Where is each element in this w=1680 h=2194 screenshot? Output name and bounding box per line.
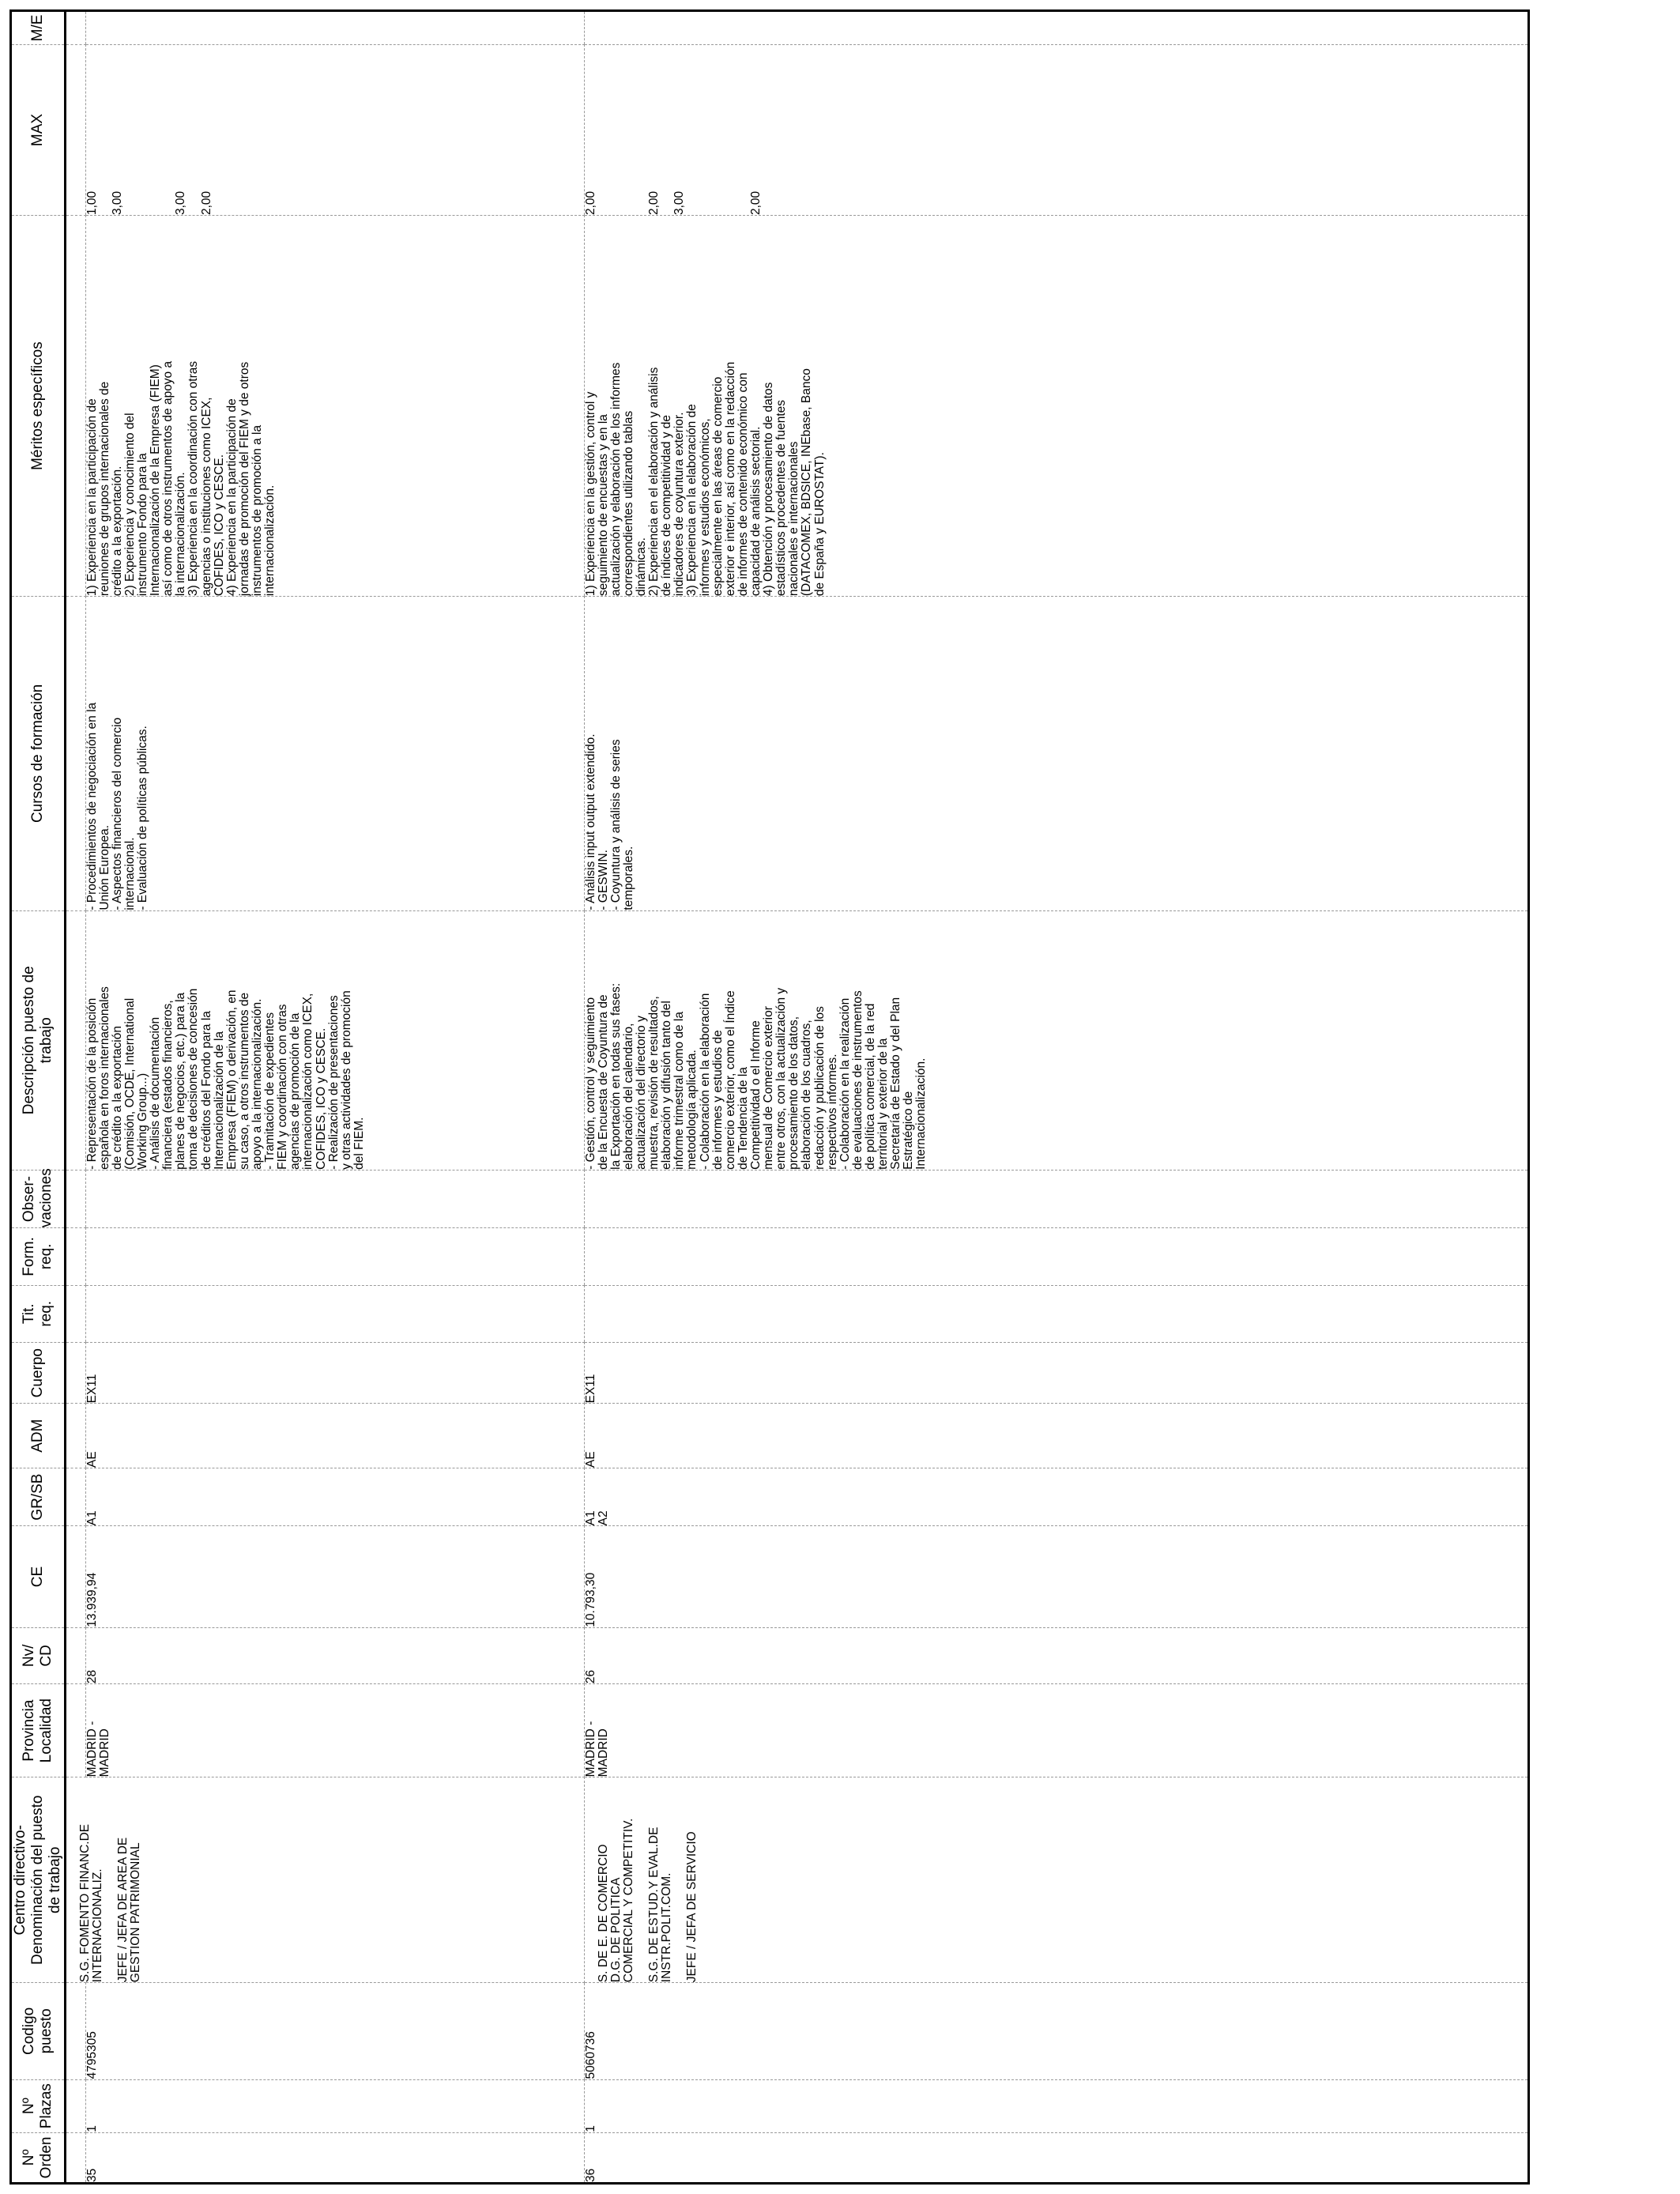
meritos-cell: 1) Experiencia en la gestión, control y seguimiento de encuestas y en la actualización y elaboración de los informes correspondientes utilizando tablas dinámicas. 2) Experiencia en el elaboración y análisis de índices de competitividad y de indicadores de coyuntura exterior. 3) Experiencia en la elaboración de informes y estudios económicos, especialmente en las áreas de comercio exterior e interior, así como en la redacción de informes de contenido económico con capacidad de análisis sectorial. 4) Obtención y procesamiento de datos estadísticos procedentes de fuentes nacionales e internacionales (DATACOMEX, BDSICE, INEbase, Banco de España y EUROSTAT).	[584, 216, 1528, 597]
header-grupo: GR/SB	[11, 1468, 66, 1525]
table-row	[584, 11, 1528, 2184]
header-cuerpo: Cuerpo	[11, 1342, 66, 1403]
ce-cell: 10.793,30	[584, 1526, 1528, 1627]
grupo-cell: A1 A2	[584, 1468, 1528, 1525]
formacion-cell	[584, 1228, 1528, 1285]
plazas-table	[9, 9, 1530, 2185]
orden-cell: 35	[85, 2132, 584, 2183]
header-meritos: Méritos específicos	[11, 216, 66, 597]
centro-cell-36	[584, 1777, 1528, 1983]
cuerpo-cell: EX11	[85, 1342, 584, 1403]
centro-puesto: JEFE / JEFA DE SERVICIO	[685, 1831, 699, 1983]
me-cell	[584, 11, 1528, 45]
header-codigo: Codigo puesto	[11, 1983, 66, 2079]
centro-puesto: JEFE / JEFA DE AREA DE GESTION PATRIMONIAL	[115, 1837, 143, 1983]
plazas-cell: 1	[584, 2079, 1528, 2132]
titulacion-cell	[584, 1285, 1528, 1342]
centro-header: S. DE E. DE COMERCIO D.G. DE POLITICA COMERCIAL Y COMPETITIV.	[596, 1818, 635, 1983]
meritos-cell: 1) Experiencia en la participación de reuniones de grupos internacionales de crédito a la exportación. 2) Experiencia y conocimiento del instrumento Fondo para la Internacionalización de la Empresa (FIEM) así como de otros instrumentos de apoyo a la internacionalización. 3) Experiencia en la coordinación con otras agencias o instituciones como ICEX, COFIDES, ICO y CESCE. 4) Experiencia en la participación de jornadas de promoción del FIEM y de otros instrumentos de promoción a la internacionalización.	[85, 216, 584, 597]
observaciones-cell	[584, 1170, 1528, 1227]
nivel-cell: 28	[85, 1627, 584, 1683]
codigo-cell: 5060736	[584, 1983, 1528, 2079]
spacer-row	[65, 11, 85, 2184]
header-nivel: Nv/ CD	[11, 1627, 66, 1683]
header-centro: Centro directivo- Denominación del puesto de trabajo	[11, 1777, 66, 1983]
cursos-cell: - Análisis input output extendido. - GESWIN. - Coyuntura y análisis de series temporales.	[584, 597, 1528, 911]
adm-cell: AE	[584, 1404, 1528, 1468]
codigo-cell: 4795305	[85, 1983, 584, 2079]
header-me: M/E	[11, 11, 66, 45]
orden-cell: 36	[584, 2132, 1528, 2183]
grupo-cell: A1	[85, 1468, 584, 1525]
max-cell: 2,00 2,00 3,00 2,00	[584, 44, 1528, 215]
provincia-cell: MADRID - MADRID	[584, 1684, 1528, 1777]
ce-cell: 13.939,94	[85, 1526, 584, 1627]
me-cell	[85, 11, 584, 45]
header-titulacion: Tit. req.	[11, 1285, 66, 1342]
plazas-cell: 1	[85, 2079, 584, 2132]
header-ce: CE	[11, 1526, 66, 1627]
header-observaciones: Obser- vaciones	[11, 1170, 66, 1227]
header-descripcion: Descripción puesto de trabajo	[11, 910, 66, 1170]
descripcion-cell: - Representación de la posición española en foros internacionales de crédito a la exportación (Comisión, OCDE, International Working Group...) - Análisis de documentación financiera (estados financieros, planes de negocios, etc.) para la toma de decisiones de concesión de créditos del Fondo para la Internacionalización de la Empresa (FIEM) o derivación, en su caso, a otros instrumentos de apoyo a la internacionalización. - Tramitación de expedientes FIEM y coordinación con otras agencias de promoción de la internacionalización como ICEX, COFIDES, ICO y CESCE. - Realización de presentaciones y otras actividades de promoción del FIEM.	[85, 910, 584, 1170]
header-adm: ADM	[11, 1404, 66, 1468]
centro-unit: S.G. FOMENTO FINANC.DE INTERNACIONALIZ.	[77, 1823, 104, 1983]
cursos-cell: - Procedimientos de negociación en la Unión Europea. - Aspectos financieros del comercio internacional. - Evaluación de políticas públicas.	[85, 597, 584, 911]
observaciones-cell	[85, 1170, 584, 1227]
header-cursos: Cursos de formación	[11, 597, 66, 911]
header-plazas: Nº Plazas	[11, 2079, 66, 2132]
header-formacion: Form. req.	[11, 1228, 66, 1285]
centro-unit: S.G. DE ESTUD.Y EVAL.DE INSTR.POLIT.COM.	[647, 1826, 674, 1983]
provincia-cell: MADRID - MADRID	[85, 1684, 584, 1777]
formacion-cell	[85, 1228, 584, 1285]
max-cell: 1,00 3,00 3,00 2,00	[85, 44, 584, 215]
nivel-cell: 26	[584, 1627, 1528, 1683]
cuerpo-cell: EX11	[584, 1342, 1528, 1403]
header-orden: Nº Orden	[11, 2132, 66, 2183]
header-provincia: Provincia Localidad	[11, 1684, 66, 1777]
titulacion-cell	[85, 1285, 584, 1342]
header-max: MAX	[11, 44, 66, 215]
centro-cell-35	[65, 1777, 584, 1983]
descripcion-cell: - Gestión, control y seguimiento de la Encuesta de Coyuntura de la Exportación en todas sus fases: elaboración del calendario, actualización del directorio y muestra, revisión de resultados, elaboración y difusión tanto del informe trimestral como de la metodología aplicada. - Colaboración en la elaboración de informes y estudios de comercio exterior, como el Índice de Tendencia de la Competitividad o el Informe mensual de Comercio exterior entre otros, con la actualización y procesamiento de los datos, elaboración de los cuadros, redacción y publicación de los respectivos informes. - Colaboración en la realización de evaluaciones de instrumentos de política comercial, de la red territorial y exterior de la Secretaría de Estado y del Plan Estratégico de Internacionalización.	[584, 910, 1528, 1170]
adm-cell: AE	[85, 1404, 584, 1468]
header-row	[11, 11, 66, 2184]
